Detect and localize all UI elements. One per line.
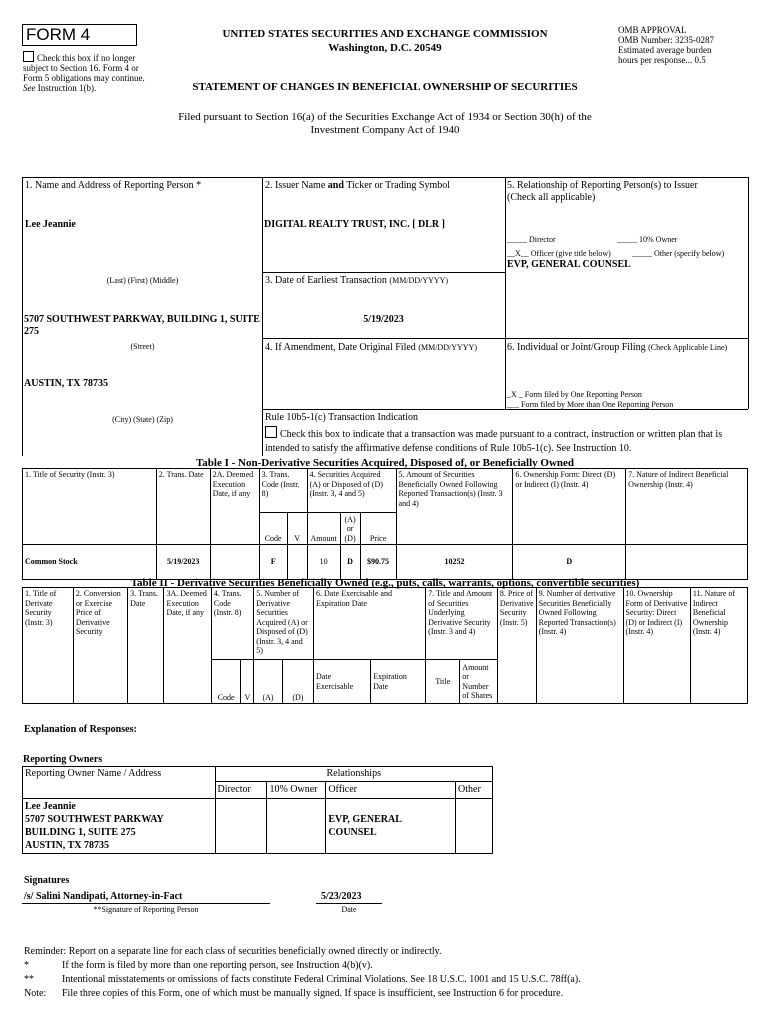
owners-col-relationships: Relationships	[215, 767, 493, 782]
footnotes	[24, 946, 754, 1002]
box6-label	[507, 342, 747, 354]
t1-h-title: 1. Title of Security (Instr. 3)	[23, 469, 157, 545]
table-row	[23, 545, 748, 580]
t1-row-date: 5/19/2023	[156, 545, 210, 580]
box5-label-text: 5. Relationship of Reporting Person(s) to Issuer	[507, 180, 698, 191]
footnote	[24, 974, 754, 988]
filed-pursuant	[110, 111, 660, 137]
owner-officer-line: EVP, GENERAL	[328, 814, 402, 825]
reporting-owners-heading: Reporting Owners	[23, 754, 103, 765]
box1-label: 1. Name and Address of Reporting Person *	[25, 180, 202, 191]
omb-line: OMB Number: 3235-0287	[618, 35, 714, 45]
signatures-heading: Signatures	[24, 875, 70, 886]
t1-row-price: $90.75	[360, 545, 396, 580]
owner-line: BUILDING 1, SUITE 275	[25, 827, 136, 838]
box3-format: (MM/DD/YYYY)	[389, 276, 449, 285]
section16-text: Check this box if no longer subject to Section 16. Form 4 or Form 5 obligations may continue.	[23, 53, 145, 83]
box5-label	[507, 180, 747, 204]
footnote-text: If the form is filed by more than one reporting person, see Instruction 4(b)(v).	[62, 960, 373, 971]
table-row	[23, 799, 493, 854]
signature-date: 5/23/2023	[321, 891, 362, 902]
city-caption: (City) (State) (Zip)	[112, 415, 173, 424]
box2-label-a: 2. Issuer Name	[265, 180, 326, 191]
t1-h-ownership-form: 6. Ownership Form: Direct (D) or Indirect (I) (Instr. 4)	[513, 469, 626, 545]
officer-title: EVP, GENERAL COUNSEL	[507, 259, 631, 270]
t1-row-aord: D	[340, 545, 360, 580]
table1-non-derivative	[22, 468, 748, 580]
owner-line: AUSTIN, TX 78735	[25, 840, 109, 851]
owners-col-officer: Officer	[326, 782, 456, 799]
t1-sub-v: V	[287, 513, 307, 545]
t2-sub-v: V	[241, 660, 254, 704]
section16-see: See	[23, 83, 36, 93]
omb-line: hours per response... 0.5	[618, 55, 706, 65]
t1-row-nature	[626, 545, 748, 580]
t2-h-exercisable: 6. Date Exercisable and Expiration Date	[314, 588, 426, 660]
footnote	[24, 988, 754, 1002]
t1-h-deemed: 2A. Deemed Execution Date, if any	[210, 469, 259, 545]
t1-h-amount-owned: 5. Amount of Securities Beneficially Owned Following Reported Transaction(s) (Instr. 3 and 4)	[396, 469, 513, 545]
statement-title: STATEMENT OF CHANGES IN BENEFICIAL OWNERSHIP OF SECURITIES	[192, 81, 578, 93]
owners-col-10pct: 10% Owner	[267, 782, 326, 799]
t2-h-nature: 11. Nature of Indirect Beneficial Ownership (Instr. 4)	[690, 588, 747, 704]
t2-sub-a: (A)	[254, 660, 282, 704]
box5-sub: (Check all applicable)	[507, 192, 596, 203]
filing-one-person: _X _ Form filed by One Reporting Person	[507, 390, 642, 399]
footnote-mark: *	[24, 960, 29, 971]
earliest-transaction-date: 5/19/2023	[363, 314, 404, 325]
t2-h-number: 5. Number of Derivative Securities Acquired (A) or Disposed of (D) (Instr. 3, 4 and 5)	[254, 588, 314, 660]
t2-h-price: 8. Price of Derivative Security (Instr. 5)	[497, 588, 536, 704]
t2-h-deemed: 3A. Deemed Execution Date, if any	[164, 588, 211, 704]
box3-label	[265, 275, 448, 287]
box4-label-text: 4. If Amendment, Date Original Filed	[265, 342, 416, 353]
t1-row-amount: 10	[307, 545, 340, 580]
t1-row-code: F	[259, 545, 287, 580]
rel-officer: __X__ Officer (give title below)	[507, 249, 611, 258]
t2-sub-expiration: Expiration Date	[371, 660, 426, 704]
omb-line: Estimated average burden	[618, 45, 712, 55]
footnote-text: Report on a separate line for each class of securities beneficially owned directly or indirectly.	[68, 946, 442, 957]
street-caption: (Street)	[130, 342, 155, 351]
form-title: FORM 4	[26, 25, 91, 44]
t1-row-title: Common Stock	[23, 545, 157, 580]
t1-sub-aord: (A) or (D)	[340, 513, 360, 545]
box3-label-text: 3. Date of Earliest Transaction	[265, 275, 387, 286]
agency-name: UNITED STATES SECURITIES AND EXCHANGE COMMISSION	[222, 28, 548, 40]
t2-h-title: 1. Title of Derivate Security (Instr. 3)	[23, 588, 74, 704]
name-caption: (Last) (First) (Middle)	[106, 276, 179, 285]
section16-checkbox-note	[23, 51, 153, 93]
city-state-zip: AUSTIN, TX 78735	[24, 378, 108, 389]
t2-h-code: 4. Trans. Code (Instr. 8)	[211, 588, 253, 660]
signer-name: /s/ Salini Nandipati, Attorney-in-Fact	[24, 891, 183, 902]
t1-h-acquired: 4. Securities Acquired (A) or Disposed of (D) (Instr. 3, 4 and 5)	[307, 469, 396, 513]
t1-h-nature: 7. Nature of Indirect Beneficial Ownership (Instr. 4)	[626, 469, 748, 545]
box2-label	[265, 180, 450, 192]
t2-sub-code: Code	[211, 660, 241, 704]
form-title-box	[22, 24, 137, 46]
explanation-heading: Explanation of Responses:	[24, 724, 137, 735]
t2-h-conversion: 2. Conversion or Exercise Price of Derivative Security	[73, 588, 127, 704]
rel-other: _____ Other (specify below)	[632, 249, 725, 258]
signature-date-caption: Date	[341, 905, 357, 914]
rel-10pct-owner: _____ 10% Owner	[617, 235, 678, 244]
t1-h-date: 2. Trans. Date	[156, 469, 210, 545]
table2-derivative	[22, 587, 748, 704]
omb-line: OMB APPROVAL	[618, 25, 687, 35]
footnote-mark: **	[24, 974, 34, 985]
t1-row-owned: 10252	[396, 545, 513, 580]
t1-row-form: D	[513, 545, 626, 580]
t1-sub-code: Code	[259, 513, 287, 545]
table2-title: Table II - Derivative Securities Beneficially Owned (e.g., puts, calls, warrants, options, convertible securities)	[130, 577, 640, 589]
t2-sub-amount: Amount or Number of Shares	[460, 660, 498, 704]
omb-approval	[618, 25, 758, 65]
rel-director: _____ Director	[507, 235, 556, 244]
filed-pursuant-line: Investment Company Act of 1940	[310, 124, 460, 136]
section16-checkbox[interactable]	[23, 51, 34, 62]
t1-sub-amount: Amount	[307, 513, 340, 545]
filed-pursuant-line: Filed pursuant to Section 16(a) of the Securities Exchange Act of 1934 or Section 30(h) of the	[178, 111, 592, 123]
owners-col-director: Director	[215, 782, 267, 799]
footnote-text: File three copies of this Form, one of which must be manually signed. If space is insufficient, see Instruction 6 for procedure.	[62, 988, 564, 999]
reporting-person-name: Lee Jeannie	[25, 219, 76, 230]
t1-sub-price: Price	[360, 513, 396, 545]
owner-name-address	[23, 799, 216, 854]
owners-col-other: Other	[456, 782, 493, 799]
owner-other	[456, 799, 493, 854]
owner-officer	[326, 799, 456, 854]
signer-caption: **Signature of Reporting Person	[93, 905, 199, 914]
table1-title: Table I - Non-Derivative Securities Acquired, Disposed of, or Beneficially Owned	[195, 457, 575, 469]
rule-10b5-text: Check this box to indicate that a transaction was made pursuant to a contract, instruction or written plan that is intended to satisfy the affirmative defense conditions of Rule 10b5-1(c). See Instruction 10.	[265, 429, 723, 454]
box4-format: (MM/DD/YYYY)	[418, 343, 477, 352]
owner-10pct	[267, 799, 326, 854]
t2-h-date: 3. Trans. Date	[128, 588, 164, 704]
box4-label	[265, 342, 477, 354]
box6-label-text: 6. Individual or Joint/Group Filing	[507, 342, 646, 353]
box6-sub: (Check Applicable Line)	[648, 343, 728, 352]
reporting-owners-table	[22, 766, 493, 854]
rule-10b5-label: Rule 10b5-1(c) Transaction Indication	[265, 412, 419, 423]
street-address: 5707 SOUTHWEST PARKWAY, BUILDING 1, SUITE 275	[24, 314, 260, 337]
box2-label-b: Ticker or Trading Symbol	[346, 180, 451, 191]
issuer-name: DIGITAL REALTY TRUST, INC. [ DLR ]	[264, 219, 445, 230]
filing-more-persons: ___ Form filed by More than One Reporting Person	[507, 400, 674, 409]
owners-col-name: Reporting Owner Name / Address	[23, 767, 216, 799]
owner-line: Lee Jeannie	[25, 801, 76, 812]
footnote	[24, 946, 754, 960]
box2-label-and: and	[327, 180, 344, 191]
agency-city: Washington, D.C. 20549	[328, 42, 442, 54]
section16-instr: Instruction 1(b).	[37, 83, 97, 93]
owner-line: 5707 SOUTHWEST PARKWAY	[25, 814, 164, 825]
t1-row-deemed	[210, 545, 259, 580]
t1-row-v	[287, 545, 307, 580]
footnote-text: Intentional misstatements or omissions of facts constitute Federal Criminal Violations. See 18 U.S.C. 1001 and 15 U.S.C. 78ff(a).	[62, 974, 581, 985]
t2-sub-title: Title	[426, 660, 460, 704]
rule-10b5-checkbox[interactable]	[265, 426, 277, 438]
owner-director	[215, 799, 267, 854]
t2-h-underlying: 7. Title and Amount of Securities Underlying Derivative Security (Instr. 3 and 4)	[426, 588, 498, 660]
footnote	[24, 960, 754, 974]
t1-h-code: 3. Trans. Code (Instr. 8)	[259, 469, 307, 513]
rule-10b5-text-wrap	[265, 426, 747, 456]
t2-h-owned: 9. Number of derivative Securities Beneficially Owned Following Reported Transaction(s) (Instr. 4)	[536, 588, 623, 704]
owner-officer-line: COUNSEL	[328, 827, 377, 838]
t2-h-form: 10. Ownership Form of Derivative Security: Direct (D) or Indirect (I) (Instr. 4)	[623, 588, 690, 704]
footnote-mark: Reminder:	[24, 946, 67, 957]
footnote-mark: Note:	[24, 988, 47, 999]
t2-sub-d: (D)	[282, 660, 313, 704]
t2-sub-date-exercisable: Date Exercisable	[314, 660, 371, 704]
